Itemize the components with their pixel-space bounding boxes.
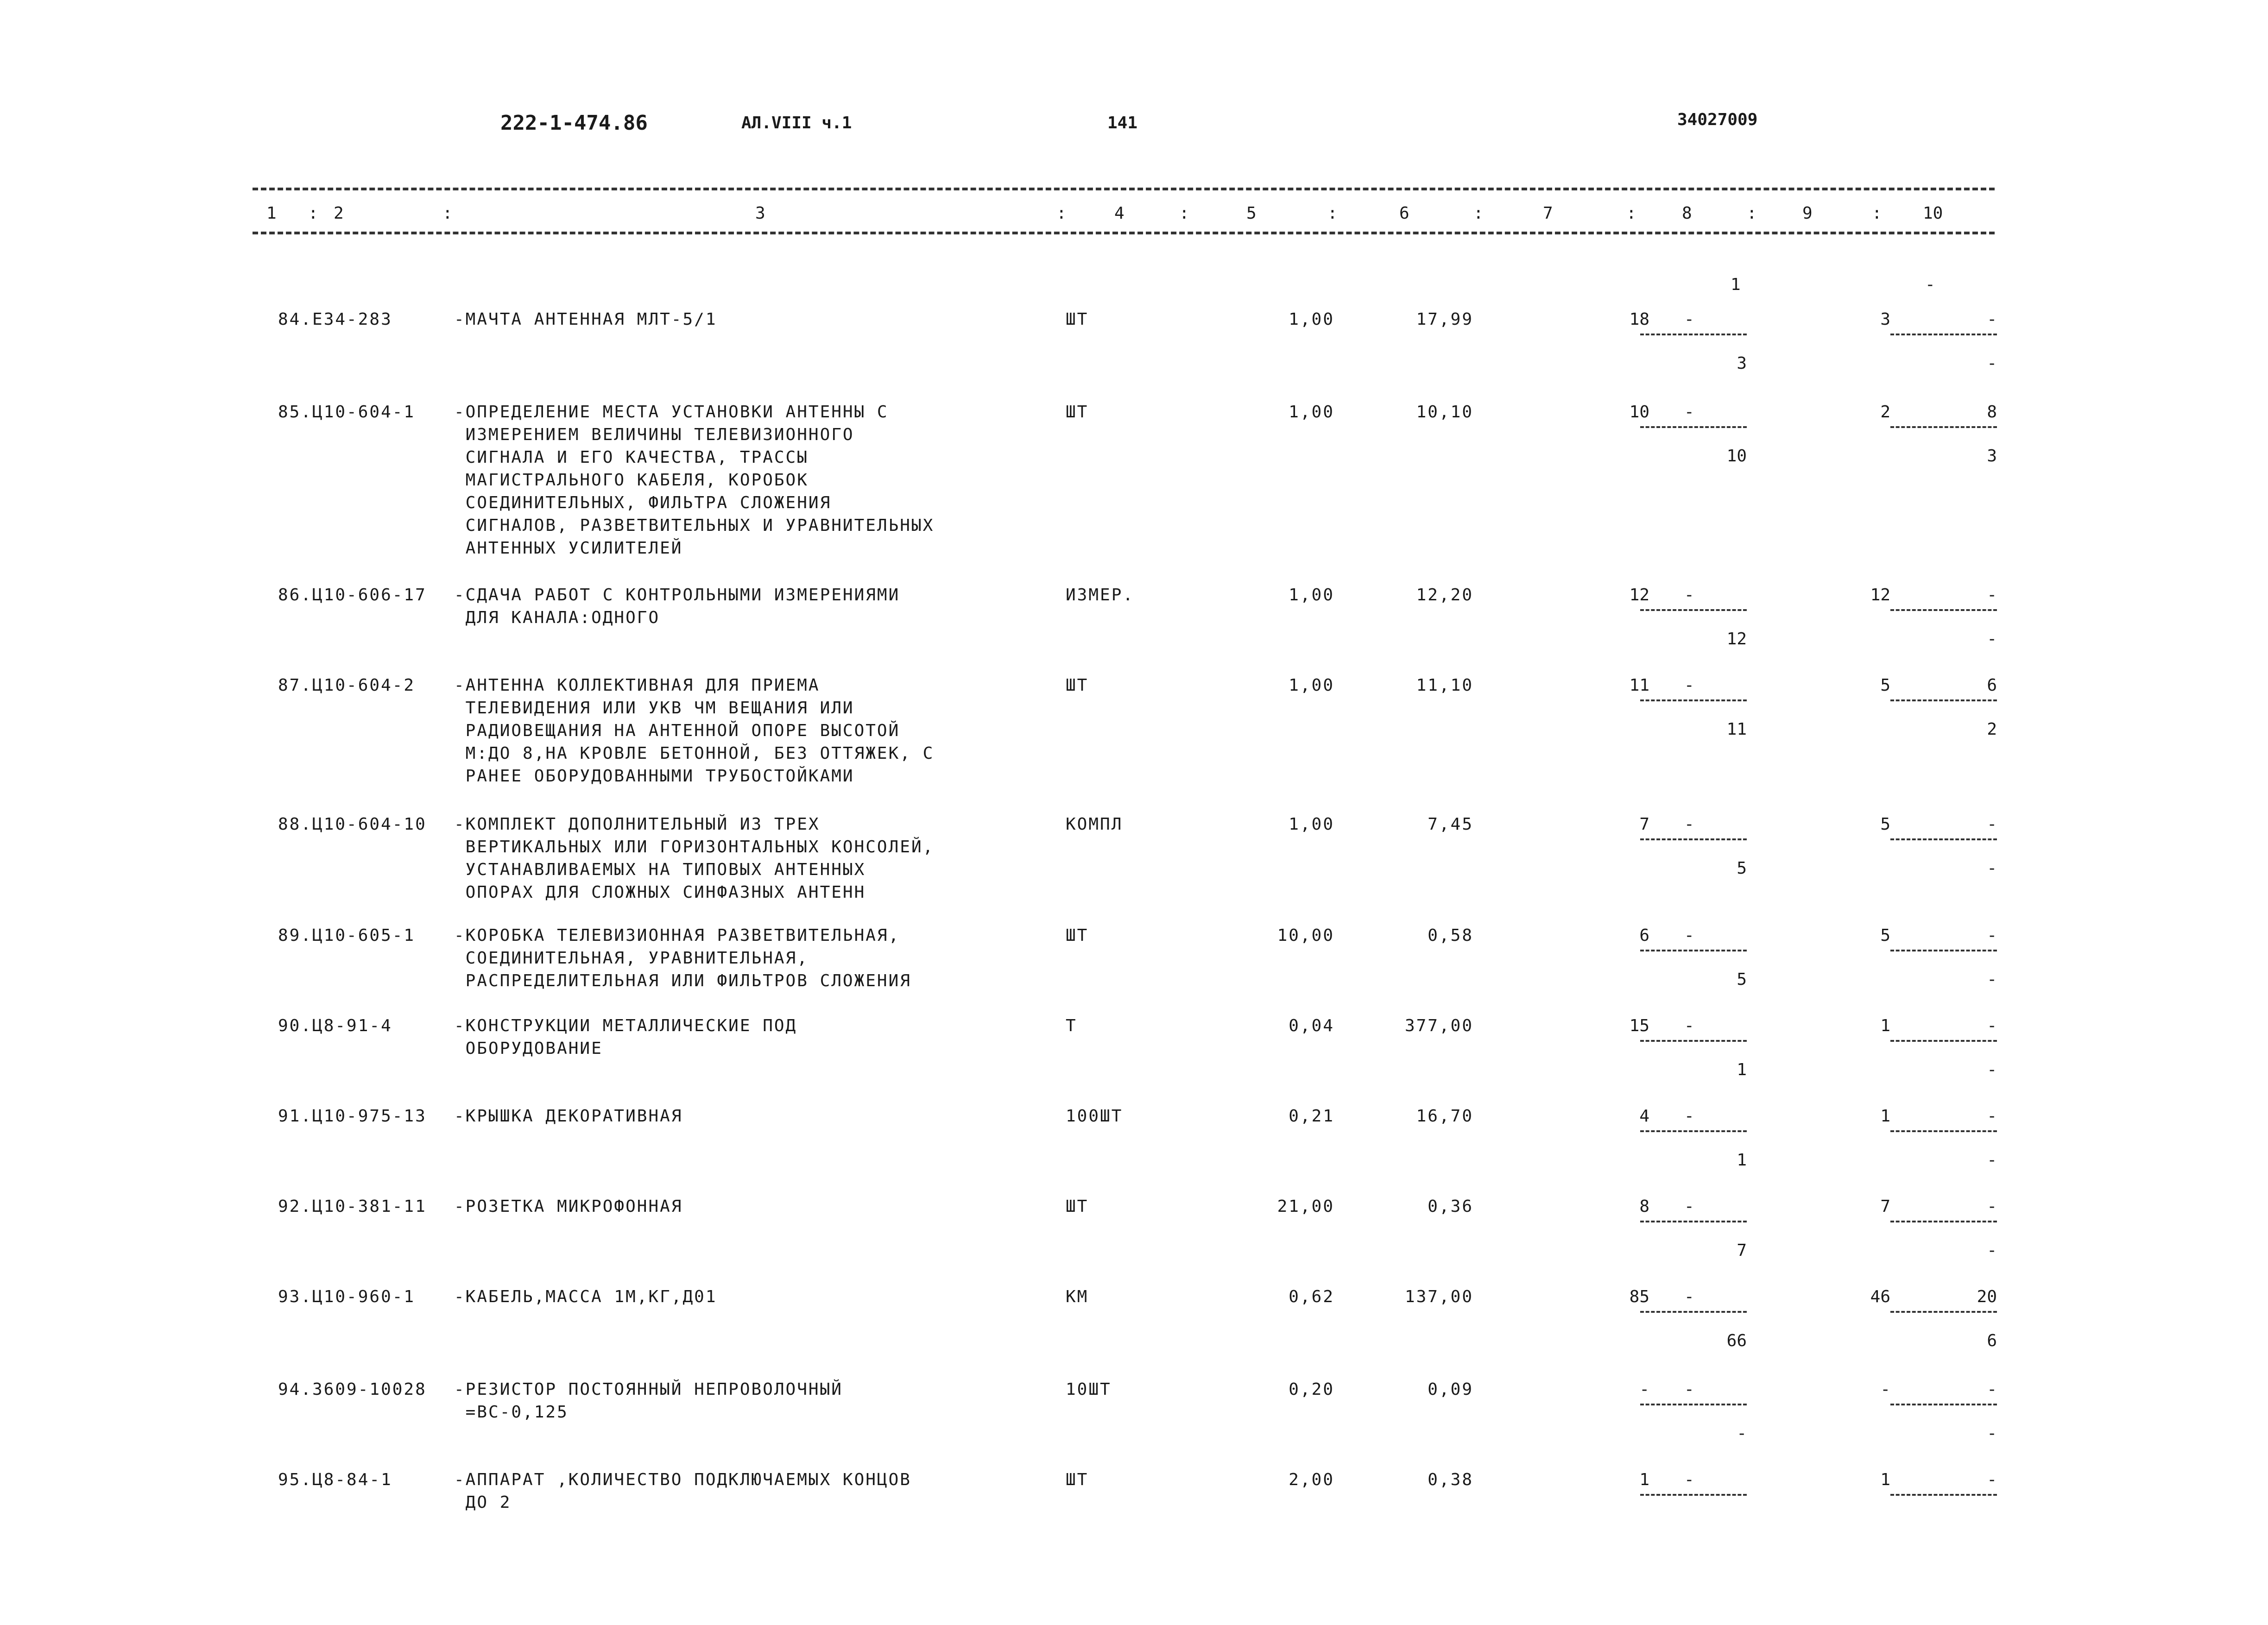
column-8-carry: 1: [1731, 275, 1741, 294]
row-col8-bottom: 12: [1726, 630, 1747, 649]
row-quantity: 21,00: [1277, 1197, 1334, 1216]
row-col8-top: -: [1684, 1470, 1694, 1489]
row-col8-fraction-line: [1640, 1221, 1747, 1222]
row-col10-top: -: [1987, 1107, 1997, 1126]
row-code: 86.Ц10-606-17: [278, 586, 427, 605]
row-col7-total: -: [1639, 1380, 1649, 1399]
row-col10-top: 20: [1977, 1287, 1997, 1306]
row-col8-top: -: [1684, 586, 1694, 605]
row-quantity: 1,00: [1289, 676, 1334, 695]
column-10-carry: -: [1925, 275, 1935, 294]
row-col8-bottom: 66: [1726, 1331, 1747, 1350]
row-col7-total: 15: [1629, 1016, 1649, 1035]
row-col7-total: 1: [1639, 1470, 1649, 1489]
row-col9-total: 1: [1880, 1016, 1890, 1035]
row-col7-total: 10: [1629, 403, 1649, 422]
row-col9-total: 1: [1880, 1470, 1890, 1489]
column-separator: :: [1056, 204, 1067, 223]
row-col9-total: 12: [1870, 586, 1890, 605]
row-quantity: 0,04: [1289, 1016, 1334, 1035]
row-quantity: 10,00: [1277, 926, 1334, 945]
row-col8-top: -: [1684, 310, 1694, 329]
row-col8-top: -: [1684, 1197, 1694, 1216]
row-price: 16,70: [1416, 1107, 1473, 1126]
row-col10-bottom: -: [1987, 859, 1997, 878]
header-rule-top: [253, 188, 1995, 190]
row-price: 137,00: [1404, 1287, 1473, 1306]
row-unit: КОМПЛ: [1066, 815, 1123, 834]
column-number: 1: [266, 204, 277, 223]
row-col10-fraction-line: [1890, 838, 1997, 840]
row-price: 0,36: [1428, 1197, 1473, 1216]
row-col10-top: 8: [1987, 403, 1997, 422]
row-description: -МАЧТА АНТЕННАЯ МЛТ-5/1: [454, 310, 717, 329]
column-number: 10: [1923, 204, 1943, 223]
row-col10-fraction-line: [1890, 699, 1997, 701]
row-unit: ШТ: [1066, 403, 1089, 422]
row-col10-fraction-line: [1890, 426, 1997, 428]
row-quantity: 1,00: [1289, 403, 1334, 422]
row-col8-fraction-line: [1640, 609, 1747, 611]
row-col8-top: -: [1684, 1016, 1694, 1035]
row-col7-total: 85: [1629, 1287, 1649, 1306]
row-col8-bottom: -: [1737, 1424, 1747, 1443]
row-col10-fraction-line: [1890, 1311, 1997, 1313]
row-col8-top: -: [1684, 676, 1694, 695]
row-quantity: 2,00: [1289, 1470, 1334, 1489]
row-price: 7,45: [1428, 815, 1473, 834]
row-col10-top: 6: [1987, 676, 1997, 695]
row-col8-fraction-line: [1640, 1311, 1747, 1313]
row-col10-fraction-line: [1890, 1040, 1997, 1042]
row-description: -КАБЕЛЬ,МАССА 1М,КГ,Д01: [454, 1287, 717, 1306]
row-code: 95.Ц8-84-1: [278, 1470, 392, 1489]
row-col8-bottom: 7: [1737, 1241, 1747, 1260]
row-col10-bottom: -: [1987, 1060, 1997, 1079]
row-col8-top: -: [1684, 815, 1694, 834]
column-number: 6: [1399, 204, 1409, 223]
row-col10-fraction-line: [1890, 1494, 1997, 1496]
row-price: 0,58: [1428, 926, 1473, 945]
column-separator: :: [308, 204, 318, 223]
row-col10-top: -: [1987, 1380, 1997, 1399]
row-col8-top: -: [1684, 1107, 1694, 1126]
row-col8-fraction-line: [1640, 334, 1747, 335]
row-col8-bottom: 1: [1737, 1060, 1747, 1079]
row-col10-bottom: -: [1987, 1241, 1997, 1260]
row-col10-bottom: 3: [1987, 447, 1997, 466]
row-col9-total: 46: [1870, 1287, 1890, 1306]
column-separator: :: [1179, 204, 1189, 223]
row-col9-total: 5: [1880, 926, 1890, 945]
row-price: 10,10: [1416, 403, 1473, 422]
row-price: 0,09: [1428, 1380, 1473, 1399]
row-description: -АППАРАТ ,КОЛИЧЕСТВО ПОДКЛЮЧАЕМЫХ КОНЦОВ ДО 2: [454, 1470, 911, 1512]
row-col7-total: 7: [1639, 815, 1649, 834]
row-unit: ШТ: [1066, 1470, 1089, 1489]
row-col10-top: -: [1987, 815, 1997, 834]
row-unit: ИЗМЕР.: [1066, 586, 1135, 605]
row-code: 89.Ц10-605-1: [278, 926, 416, 945]
row-quantity: 0,20: [1289, 1380, 1334, 1399]
row-description: -КОРОБКА ТЕЛЕВИЗИОННАЯ РАЗВЕТВИТЕЛЬНАЯ, СОЕДИНИТЕЛЬНАЯ, УРАВНИТЕЛЬНАЯ, РАСПРЕДЕЛИТЕЛЬНАЯ ИЛИ ФИЛЬТРОВ СЛОЖЕНИЯ: [454, 926, 911, 990]
row-description: -КРЫШКА ДЕКОРАТИВНАЯ: [454, 1107, 683, 1126]
row-col8-top: -: [1684, 926, 1694, 945]
row-price: 12,20: [1416, 586, 1473, 605]
row-col7-total: 8: [1639, 1197, 1649, 1216]
row-col10-bottom: -: [1987, 354, 1997, 373]
row-col8-top: -: [1684, 403, 1694, 422]
row-col7-total: 6: [1639, 926, 1649, 945]
document-code: 222-1-474.86: [500, 111, 648, 135]
row-price: 0,38: [1428, 1470, 1473, 1489]
row-col10-fraction-line: [1890, 1221, 1997, 1222]
row-col8-fraction-line: [1640, 1494, 1747, 1496]
document-number: 34027009: [1677, 110, 1758, 129]
row-col8-bottom: 10: [1726, 447, 1747, 466]
column-number: 3: [755, 204, 765, 223]
column-separator: :: [442, 204, 453, 223]
row-col8-fraction-line: [1640, 950, 1747, 951]
column-separator: :: [1473, 204, 1484, 223]
row-col9-total: 7: [1880, 1197, 1890, 1216]
row-quantity: 1,00: [1289, 586, 1334, 605]
row-code: 93.Ц10-960-1: [278, 1287, 416, 1306]
row-col9-total: 1: [1880, 1107, 1890, 1126]
row-col8-fraction-line: [1640, 838, 1747, 840]
column-number: 2: [334, 204, 344, 223]
row-col10-fraction-line: [1890, 1404, 1997, 1405]
row-code: 87.Ц10-604-2: [278, 676, 416, 695]
row-col10-fraction-line: [1890, 1130, 1997, 1132]
row-col10-bottom: -: [1987, 630, 1997, 649]
row-col9-total: -: [1880, 1380, 1890, 1399]
row-col8-fraction-line: [1640, 699, 1747, 701]
row-col8-top: -: [1684, 1287, 1694, 1306]
row-description: -КОНСТРУКЦИИ МЕТАЛЛИЧЕСКИЕ ПОД ОБОРУДОВАНИЕ: [454, 1016, 797, 1058]
row-code: 85.Ц10-604-1: [278, 403, 416, 422]
row-col8-fraction-line: [1640, 1404, 1747, 1405]
row-col8-fraction-line: [1640, 1130, 1747, 1132]
row-col7-total: 12: [1629, 586, 1649, 605]
row-col7-total: 11: [1629, 676, 1649, 695]
column-number: 8: [1682, 204, 1692, 223]
row-quantity: 1,00: [1289, 815, 1334, 834]
row-col8-bottom: 5: [1737, 970, 1747, 989]
row-col7-total: 4: [1639, 1107, 1649, 1126]
row-code: 94.3609-10028: [278, 1380, 427, 1399]
column-separator: :: [1327, 204, 1338, 223]
column-separator: :: [1747, 204, 1757, 223]
row-col9-total: 5: [1880, 815, 1890, 834]
row-col9-total: 3: [1880, 310, 1890, 329]
row-description: -АНТЕННА КОЛЛЕКТИВНАЯ ДЛЯ ПРИЕМА ТЕЛЕВИДЕНИЯ ИЛИ УКВ ЧМ ВЕЩАНИЯ ИЛИ РАДИОВЕЩАНИЯ НА АНТЕННОЙ ОПОРЕ ВЫСОТОЙ М:ДО 8,НА КРОВЛЕ БЕТОННОЙ, БЕЗ ОТТЯЖЕК, С РАНЕЕ ОБОРУДОВАННЫМИ ТРУБОСТОЙКАМИ: [454, 676, 935, 786]
row-code: 84.Е34-283: [278, 310, 392, 329]
row-unit: КМ: [1066, 1287, 1089, 1306]
row-col8-bottom: 3: [1737, 354, 1747, 373]
row-code: 90.Ц8-91-4: [278, 1016, 392, 1035]
column-number: 5: [1246, 204, 1257, 223]
row-col10-top: -: [1987, 926, 1997, 945]
row-col9-total: 2: [1880, 403, 1890, 422]
row-price: 377,00: [1404, 1016, 1473, 1035]
row-col8-bottom: 1: [1737, 1151, 1747, 1170]
row-quantity: 1,00: [1289, 310, 1334, 329]
row-col7-total: 18: [1629, 310, 1649, 329]
column-number: 9: [1802, 204, 1813, 223]
row-quantity: 0,62: [1289, 1287, 1334, 1306]
row-quantity: 0,21: [1289, 1107, 1334, 1126]
row-col10-top: -: [1987, 310, 1997, 329]
row-col8-fraction-line: [1640, 426, 1747, 428]
row-price: 17,99: [1416, 310, 1473, 329]
row-price: 11,10: [1416, 676, 1473, 695]
row-unit: ШТ: [1066, 676, 1089, 695]
row-col8-top: -: [1684, 1380, 1694, 1399]
row-col8-bottom: 5: [1737, 859, 1747, 878]
row-col9-total: 5: [1880, 676, 1890, 695]
album-label: АЛ.VIII ч.1: [741, 113, 852, 132]
row-col10-bottom: -: [1987, 970, 1997, 989]
row-unit: ШТ: [1066, 1197, 1089, 1216]
row-description: -ОПРЕДЕЛЕНИЕ МЕСТА УСТАНОВКИ АНТЕННЫ С ИЗМЕРЕНИЕМ ВЕЛИЧИНЫ ТЕЛЕВИЗИОННОГО СИГНАЛА И ЕГО КАЧЕСТВА, ТРАССЫ МАГИСТРАЛЬНОГО КАБЕЛЯ, КОРОБОК СОЕДИНИТЕЛЬНЫХ, ФИЛЬТРА СЛОЖЕНИЯ СИГНАЛОВ, РАЗВЕТВИТЕЛЬНЫХ И УРАВНИТЕЛЬНЫХ АНТЕННЫХ УСИЛИТЕЛЕЙ: [454, 403, 935, 558]
page-number: 141: [1107, 113, 1138, 132]
row-unit: 100ШТ: [1066, 1107, 1123, 1126]
row-description: -РОЗЕТКА МИКРОФОННАЯ: [454, 1197, 683, 1216]
row-col10-fraction-line: [1890, 950, 1997, 951]
column-number: 4: [1114, 204, 1125, 223]
column-number: 7: [1543, 204, 1553, 223]
row-code: 91.Ц10-975-13: [278, 1107, 427, 1126]
row-description: -РЕЗИСТОР ПОСТОЯННЫЙ НЕПРОВОЛОЧНЫЙ =ВС-0,125: [454, 1380, 843, 1422]
column-separator: :: [1872, 204, 1882, 223]
row-col10-top: -: [1987, 1016, 1997, 1035]
row-unit: 10ШТ: [1066, 1380, 1112, 1399]
column-separator: :: [1626, 204, 1636, 223]
row-col10-bottom: 2: [1987, 720, 1997, 739]
row-unit: ШТ: [1066, 926, 1089, 945]
row-code: 92.Ц10-381-11: [278, 1197, 427, 1216]
row-col8-fraction-line: [1640, 1040, 1747, 1042]
row-col10-bottom: 6: [1987, 1331, 1997, 1350]
row-col10-fraction-line: [1890, 334, 1997, 335]
row-col10-bottom: -: [1987, 1151, 1997, 1170]
row-col10-fraction-line: [1890, 609, 1997, 611]
row-description: -СДАЧА РАБОТ С КОНТРОЛЬНЫМИ ИЗМЕРЕНИЯМИ ДЛЯ КАНАЛА:ОДНОГО: [454, 586, 900, 627]
row-code: 88.Ц10-604-10: [278, 815, 427, 834]
row-col10-bottom: -: [1987, 1424, 1997, 1443]
row-unit: ШТ: [1066, 310, 1089, 329]
row-col10-top: -: [1987, 586, 1997, 605]
row-col8-bottom: 11: [1726, 720, 1747, 739]
row-description: -КОМПЛЕКТ ДОПОЛНИТЕЛЬНЫЙ ИЗ ТРЕХ ВЕРТИКАЛЬНЫХ ИЛИ ГОРИЗОНТАЛЬНЫХ КОНСОЛЕЙ, УСТАНАВЛИВАЕМЫХ НА ТИПОВЫХ АНТЕННЫХ ОПОРАХ ДЛЯ СЛОЖНЫХ СИНФАЗНЫХ АНТЕНН: [454, 815, 935, 902]
row-unit: Т: [1066, 1016, 1077, 1035]
row-col10-top: -: [1987, 1470, 1997, 1489]
header-rule-bottom: [253, 232, 1995, 234]
row-col10-top: -: [1987, 1197, 1997, 1216]
